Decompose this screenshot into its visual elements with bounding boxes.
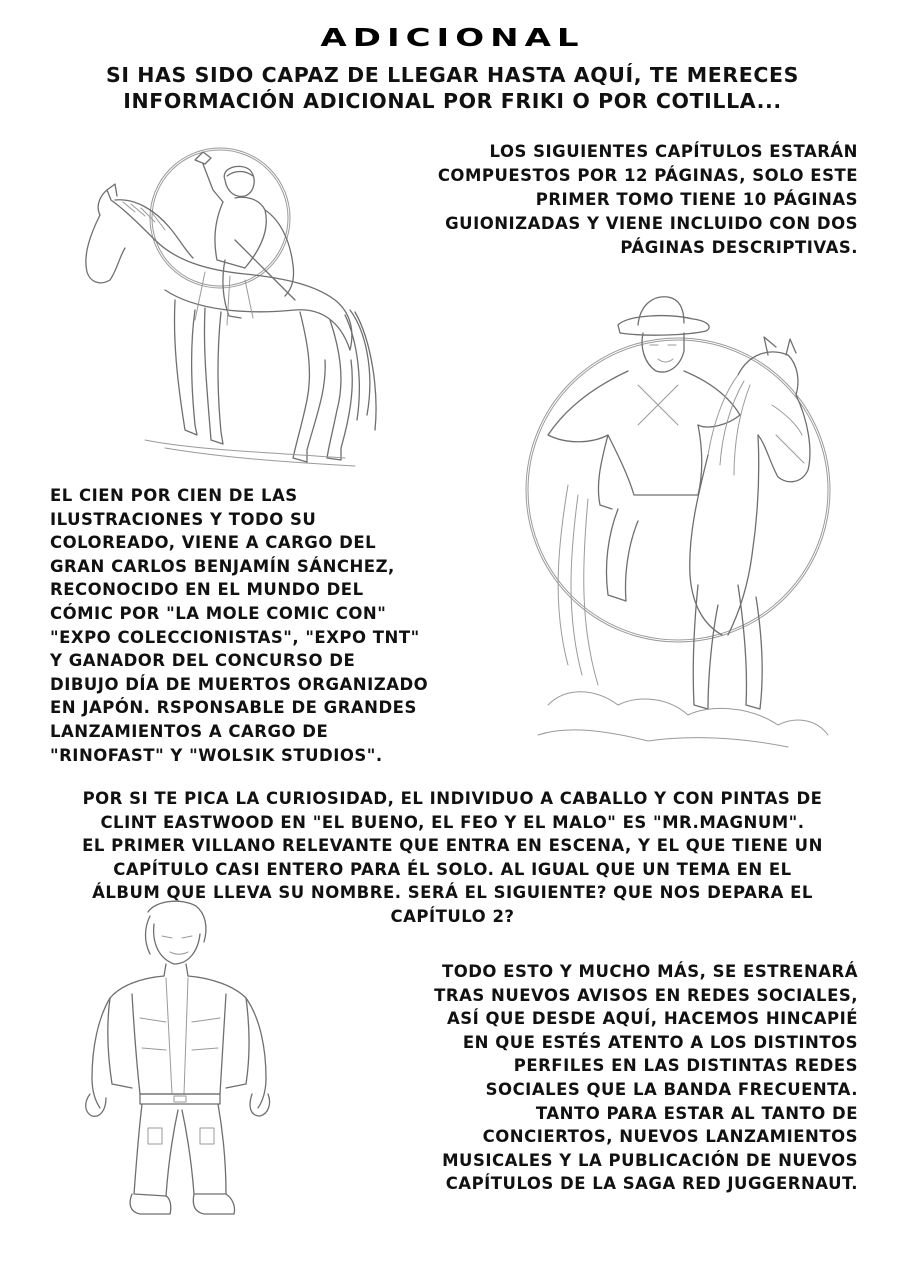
character-sketch xyxy=(70,898,300,1220)
villain-info-text: POR SI TE PICA LA CURIOSIDAD, EL INDIVIDUO A CABALLO Y CON PINTAS DE CLINT EASTWOOD EN "EL BUENO, EL FEO Y EL MALO" ES "MR.MAGNUM". EL PRIMER VILLANO RELEVANTE QUE ENTRA EN ESCENA, Y EL QUE TIENE UN CAPÍTULO CASI ENTERO PARA ÉL SOLO. AL IGUAL QUE UN TEMA EN EL ÁLBUM QUE LLEVA SU NOMBRE. SERÁ EL SIGUIENTE? QUE NOS DEPARA EL CAPÍTULO 2? xyxy=(82,789,823,926)
illustrator-info-text: EL CIEN POR CIEN DE LAS ILUSTRACIONES Y TODO SU COLOREADO, VIENE A CARGO DEL GRAN CARLOS BENJAMÍN SÁNCHEZ, RECONOCIDO EN EL MUNDO DEL CÓMIC POR "LA MOLE COMIC CON" "EXPO COLECCIONISTAS", "EXPO TNT" Y GANADOR DEL CONCURSO DE DIBUJO DÍA DE MUERTOS ORGANIZADO EN JAPÓN. RSPONSABLE DE GRANDES LANZAMIENTOS A CARGO DE "RINOFAST" Y "WOLSIK STUDIOS". xyxy=(50,486,429,765)
chapters-info-text: LOS SIGUIENTES CAPÍTULOS ESTARÁN COMPUESTOS POR 12 PÁGINAS, SOLO ESTE PRIMER TOMO TIENE 10 PÁGINAS GUIONIZADAS Y VIENE INCLUIDO CON DOS PÁGINAS DESCRIPTIVAS. xyxy=(437,142,858,257)
page-title: ADICIONAL xyxy=(320,23,585,53)
horse-rider-sketch xyxy=(45,140,385,485)
page-subtitle: SI HAS SIDO CAPAZ DE LLEGAR HASTA AQUÍ, TE MERECES INFORMACIÓN ADICIONAL POR FRIKI O POR COTILLA... xyxy=(105,63,800,113)
news-info-text: TODO ESTO Y MUCHO MÁS, SE ESTRENARÁ TRAS NUEVOS AVISOS EN REDES SOCIALES, ASÍ QUE DESDE AQUÍ, HACEMOS HINCAPIÉ EN QUE ESTÉS ATENTO A LOS DISTINTOS PERFILES EN LAS DISTINTAS REDES SOCIALES QUE LA BANDA FRECUENTA. TANTO PARA ESTAR AL TANTO DE CONCIERTOS, NUEVOS LANZAMIENTOS MUSICALES Y LA PUBLICACIÓN DE NUEVOS CAPÍTULOS DE LA SAGA RED JUGGERNAUT. xyxy=(434,962,858,1194)
cowboy-horse-sketch xyxy=(508,285,838,765)
